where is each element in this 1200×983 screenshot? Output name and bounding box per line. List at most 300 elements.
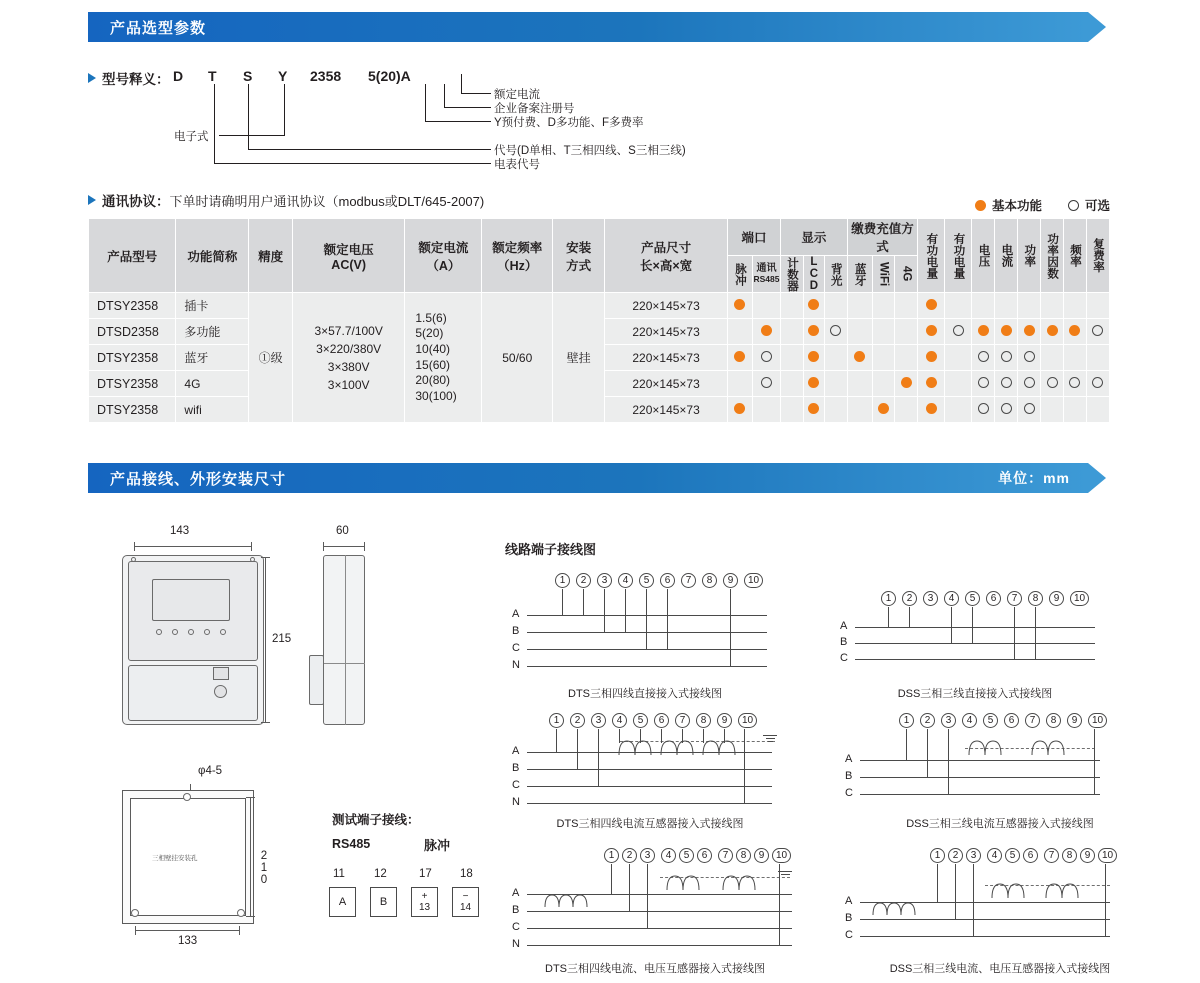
terminal-7: 7	[1044, 848, 1059, 863]
terminal-7: 7	[1025, 713, 1040, 728]
model-note-3: 电子式	[174, 131, 209, 143]
optional-dot-icon	[1092, 325, 1103, 336]
cell-mark-4g	[895, 397, 918, 423]
diagram-4-caption: DSS三相三线电流互感器接入式接线图	[906, 818, 1094, 830]
optional-dot-icon	[830, 325, 841, 336]
basic-dot-icon	[808, 325, 819, 336]
cell-mark-rs485	[752, 293, 780, 319]
cell-mark-pf	[1041, 345, 1064, 371]
cell-mark-counter	[781, 293, 804, 319]
cell-mark-wifi	[872, 319, 895, 345]
wiring-section-banner	[88, 463, 1088, 493]
optional-dot-icon	[978, 403, 989, 414]
cell-mark-rs485	[752, 319, 780, 345]
phase-n-label: N	[512, 938, 520, 950]
phase-n-label: N	[512, 659, 520, 671]
cell-mark-pf	[1041, 293, 1064, 319]
spec-section-title: 产品选型参数	[110, 19, 207, 37]
cell-mark-freq	[1064, 345, 1087, 371]
th-frequency: 额定频率 （Hz）	[482, 219, 553, 293]
cell-current: 1.5(6) 5(20) 10(40) 15(60) 20(80) 30(100)	[405, 293, 482, 423]
th-lcd: LCD	[803, 256, 824, 293]
th-wifi: WiFi	[872, 256, 895, 293]
phase-a-label: A	[840, 620, 848, 632]
model-note-5: 电表代号	[494, 159, 540, 171]
terminal-number-18: 18	[460, 868, 473, 880]
basic-dot-icon	[761, 325, 772, 336]
basic-dot-icon	[1069, 325, 1080, 336]
cell-mark-ae2	[945, 397, 972, 423]
cell-mark-counter	[781, 371, 804, 397]
terminal-8: 8	[702, 573, 717, 588]
terminal-8: 8	[1062, 848, 1077, 863]
terminal-10: 10	[738, 713, 757, 728]
terminal-10: 10	[1070, 591, 1089, 606]
th-4g: 4G	[895, 256, 918, 293]
table-group-header-row	[89, 219, 1110, 256]
cell-mark-pf	[1041, 319, 1064, 345]
terminal-9: 9	[717, 713, 732, 728]
legend	[975, 196, 1110, 214]
cell-frequency: 50/60	[482, 293, 553, 423]
terminal-2: 2	[622, 848, 637, 863]
mount-hole-dim: φ4-5	[198, 765, 223, 777]
meter-terminal-cover	[128, 665, 258, 721]
cell-mark-counter	[781, 319, 804, 345]
model-code-2358: 2358	[310, 68, 342, 84]
terminal-6: 6	[697, 848, 712, 863]
cell-model: DTSY2358	[89, 293, 176, 319]
phase-a-label: A	[845, 895, 853, 907]
phase-c-label: C	[845, 929, 853, 941]
optional-dot-icon	[1001, 377, 1012, 388]
cell-mark-counter	[781, 345, 804, 371]
th-accuracy: 精度	[249, 219, 293, 293]
cell-mark-ae1	[918, 345, 945, 371]
model-code-s: S	[243, 68, 253, 84]
phase-a-label: A	[512, 608, 520, 620]
model-code-d: D	[173, 68, 184, 84]
optional-dot-icon	[1069, 377, 1080, 388]
ct-coils-group	[955, 727, 1095, 761]
terminal-3: 3	[597, 573, 612, 588]
cell-mark-ae2	[945, 345, 972, 371]
cell-mark-power	[1018, 293, 1041, 319]
drawings-area	[0, 505, 1200, 983]
terminal-4: 4	[612, 713, 627, 728]
terminal-7: 7	[718, 848, 733, 863]
basic-dot-icon	[734, 403, 745, 414]
cell-mark-voltage	[972, 371, 995, 397]
cell-voltage: 3×57.7/100V 3×220/380V 3×380V 3×100V	[292, 293, 404, 423]
optional-dot-icon	[978, 351, 989, 362]
terminal-1: 1	[930, 848, 945, 863]
terminal-10: 10	[744, 573, 763, 588]
diagram-6-caption: DSS三相三线电流、电压互感器接入式接线图	[889, 963, 1111, 975]
terminal-box-minus	[452, 887, 479, 917]
th-active-energy-2: 有功电量	[945, 219, 972, 293]
model-note-2: Y预付费、D多功能、F多费率	[494, 117, 644, 129]
cell-mark-bluetooth	[847, 345, 872, 371]
basic-function-dot-icon	[975, 200, 986, 211]
terminal-plus-sign: +	[421, 891, 428, 902]
basic-dot-icon	[734, 351, 745, 362]
basic-dot-icon	[734, 299, 745, 310]
cell-mark-rs485	[752, 371, 780, 397]
th-group-display: 显示	[781, 219, 848, 256]
model-decode-heading-label: 型号释义：	[102, 72, 170, 87]
terminal-5: 5	[679, 848, 694, 863]
mounting-hole-icon	[131, 909, 139, 917]
optional-dot-icon	[1024, 351, 1035, 362]
terminal-box-a: A	[329, 887, 356, 917]
th-active-energy-1: 有功电量	[918, 219, 945, 293]
ct-coils-group	[605, 727, 755, 761]
terminal-3: 3	[941, 713, 956, 728]
cell-mark-current	[995, 397, 1018, 423]
optional-dot-icon	[761, 377, 772, 388]
cell-mark-wifi	[872, 371, 895, 397]
vt-coils-group	[865, 891, 935, 927]
cell-mark-counter	[781, 397, 804, 423]
phase-b-label: B	[845, 770, 853, 782]
terminal-8: 8	[696, 713, 711, 728]
phase-n-label: N	[512, 796, 520, 808]
cell-mark-voltage	[972, 397, 995, 423]
back-plate-note: 三相壁挂安装孔	[152, 855, 198, 862]
cell-mark-bluetooth	[847, 371, 872, 397]
th-size: 产品尺寸 长×高×宽	[605, 219, 728, 293]
diagram-3-caption: DTS三相四线电流互感器接入式接线图	[556, 818, 744, 830]
led-icon	[188, 629, 194, 635]
phase-c-label: C	[512, 779, 520, 791]
cell-mark-4g	[895, 371, 918, 397]
model-note-1: 企业备案注册号	[494, 103, 575, 115]
cell-mark-pulse	[727, 293, 752, 319]
cell-mark-lcd	[803, 293, 824, 319]
cell-mark-ae2	[945, 293, 972, 319]
cell-mark-lcd	[803, 345, 824, 371]
basic-dot-icon	[978, 325, 989, 336]
cell-mark-power	[1018, 397, 1041, 423]
phase-b-label: B	[840, 636, 848, 648]
terminal-5: 5	[639, 573, 654, 588]
meter-side-terminal-block	[309, 655, 324, 705]
terminal-6: 6	[1023, 848, 1038, 863]
model-code-current: 5(20)A	[368, 68, 411, 84]
th-backlight: 背光	[824, 256, 847, 293]
basic-dot-icon	[926, 351, 937, 362]
terminal-5: 5	[633, 713, 648, 728]
terminal-10: 10	[1098, 848, 1117, 863]
legend-basic-label: 基本功能	[991, 199, 1042, 213]
ct-coils-group	[655, 862, 795, 898]
cell-mark-freq	[1064, 293, 1087, 319]
test-terminal-title: 测试端子接线：	[332, 813, 420, 827]
basic-dot-icon	[926, 377, 937, 388]
diagram-1-caption: DTS三相四线直接接入式接线图	[568, 688, 722, 700]
cell-mark-pulse	[727, 319, 752, 345]
th-counter: 计数器	[781, 256, 804, 293]
mount-height-dim: 210	[258, 850, 270, 886]
cell-model: DTSY2358	[89, 397, 176, 423]
cell-size: 220×145×73	[605, 397, 728, 423]
optional-dot-icon	[1024, 403, 1035, 414]
th-freq-v: 频率	[1064, 219, 1087, 293]
terminal-diagram-title: 线路端子接线图	[505, 542, 597, 557]
terminal-9: 9	[1049, 591, 1064, 606]
terminal-3: 3	[923, 591, 938, 606]
mounting-hole-icon	[237, 909, 245, 917]
basic-dot-icon	[808, 377, 819, 388]
basic-dot-icon	[926, 299, 937, 310]
terminal-8: 8	[736, 848, 751, 863]
terminal-1: 1	[604, 848, 619, 863]
terminal-box-plus	[411, 887, 438, 917]
cell-mark-4g	[895, 345, 918, 371]
terminal-5: 5	[965, 591, 980, 606]
phase-b-label: B	[512, 625, 520, 637]
protocol-heading-label: 通讯协议：	[102, 194, 170, 209]
terminal-4: 4	[962, 713, 977, 728]
cell-mark-lcd	[803, 319, 824, 345]
cell-mark-current	[995, 293, 1018, 319]
phase-c-label: C	[512, 642, 520, 654]
terminal-9: 9	[1067, 713, 1082, 728]
th-power-v: 功率	[1018, 219, 1041, 293]
terminal-6: 6	[1004, 713, 1019, 728]
phase-a-label: A	[512, 887, 520, 899]
cell-mark-backlight	[824, 345, 847, 371]
cell-mark-freq	[1064, 371, 1087, 397]
cell-model: DTSD2358	[89, 319, 176, 345]
screw-hole-icon	[131, 557, 136, 562]
terminal-number-12: 12	[374, 868, 387, 880]
cell-mark-pulse	[727, 397, 752, 423]
th-multirate-v: 复费率	[1086, 219, 1109, 293]
terminal-2: 2	[902, 591, 917, 606]
phase-c-label: C	[840, 652, 848, 664]
terminal-3: 3	[591, 713, 606, 728]
meter-side-body	[323, 555, 365, 725]
terminal-1: 1	[899, 713, 914, 728]
terminal-9: 9	[723, 573, 738, 588]
cell-mark-4g	[895, 293, 918, 319]
spec-table	[88, 218, 1110, 423]
model-code-t: T	[208, 68, 217, 84]
cell-func: 蓝牙	[176, 345, 249, 371]
protocol-heading	[88, 190, 484, 210]
phase-a-label: A	[845, 753, 853, 765]
cell-mark-voltage	[972, 345, 995, 371]
cell-mark-power	[1018, 371, 1041, 397]
vt-coils-group	[535, 883, 605, 919]
cell-accuracy: ①级	[249, 293, 293, 423]
basic-dot-icon	[1001, 325, 1012, 336]
rs485-label: RS485	[332, 837, 371, 851]
terminal-number-11: 11	[333, 868, 345, 880]
optional-dot-icon	[953, 325, 964, 336]
diagram-5-caption: DTS三相四线电流、电压互感器接入式接线图	[545, 963, 765, 975]
th-rs485-sub: RS485	[753, 274, 780, 284]
led-icon	[172, 629, 178, 635]
meter-led-row	[156, 627, 226, 637]
cell-func: 4G	[176, 371, 249, 397]
cell-mark-freq	[1064, 319, 1087, 345]
meter-side-split-line	[323, 663, 365, 664]
cell-func: 多功能	[176, 319, 249, 345]
terminal-1: 1	[555, 573, 570, 588]
terminal-2: 2	[576, 573, 591, 588]
cell-mark-multirate	[1086, 293, 1109, 319]
th-group-port: 端口	[727, 219, 780, 256]
th-pulse: 脉冲	[727, 256, 752, 293]
model-note-0: 额定电流	[494, 89, 540, 101]
basic-dot-icon	[901, 377, 912, 388]
th-rs485-label: 通讯	[756, 263, 777, 274]
optional-function-dot-icon	[1068, 200, 1079, 211]
cell-mark-backlight	[824, 319, 847, 345]
terminal-7: 7	[681, 573, 696, 588]
cell-mark-multirate	[1086, 319, 1109, 345]
phase-b-label: B	[512, 762, 520, 774]
basic-dot-icon	[808, 351, 819, 362]
protocol-text: 下单时请确明用户通讯协议（modbus或DLT/645-2007)	[169, 193, 485, 209]
terminal-10: 10	[772, 848, 791, 863]
terminal-4: 4	[661, 848, 676, 863]
meter-side-edge-line	[345, 555, 346, 725]
front-height-dim: 215	[272, 633, 292, 645]
basic-dot-icon	[808, 299, 819, 310]
th-current-v: 电流	[995, 219, 1018, 293]
basic-dot-icon	[878, 403, 889, 414]
led-icon	[204, 629, 210, 635]
terminal-8: 8	[1028, 591, 1043, 606]
cell-mark-4g	[895, 319, 918, 345]
terminal-sub-14: 14	[459, 902, 472, 913]
phase-a-label: A	[512, 745, 520, 757]
cell-mark-rs485	[752, 345, 780, 371]
cell-mark-voltage	[972, 293, 995, 319]
cell-mark-freq	[1064, 397, 1087, 423]
cell-mark-power	[1018, 319, 1041, 345]
cell-size: 220×145×73	[605, 371, 728, 397]
side-depth-dim: 60	[336, 525, 349, 537]
terminal-3: 3	[640, 848, 655, 863]
led-icon	[220, 629, 226, 635]
th-model: 产品型号	[89, 219, 176, 293]
cell-mark-current	[995, 319, 1018, 345]
phase-b-label: B	[512, 904, 520, 916]
terminal-9: 9	[1080, 848, 1095, 863]
triangle-bullet-icon-2	[88, 195, 96, 205]
meter-lcd-window	[152, 579, 230, 621]
ct-coils-group	[980, 870, 1115, 906]
cell-mark-ae2	[945, 371, 972, 397]
terminal-4: 4	[944, 591, 959, 606]
terminal-6: 6	[660, 573, 675, 588]
th-bluetooth: 蓝牙	[847, 256, 872, 293]
cell-model: DTSY2358	[89, 345, 176, 371]
spec-section-banner	[88, 12, 1088, 42]
diagram-2-caption: DSS三相三线直接接入式接线图	[897, 688, 1053, 700]
th-func: 功能简称	[176, 219, 249, 293]
optional-dot-icon	[1001, 351, 1012, 362]
cell-mark-multirate	[1086, 345, 1109, 371]
meter-seal-tab	[213, 667, 229, 680]
th-voltage-v: 电压	[972, 219, 995, 293]
model-decode-diagram	[88, 60, 708, 185]
terminal-4: 4	[987, 848, 1002, 863]
model-note-4: 代号(D单相、T三相四线、S三相三线)	[494, 145, 686, 157]
front-width-dim: 143	[170, 525, 190, 537]
legend-optional-label: 可选	[1084, 199, 1110, 213]
cell-mark-multirate	[1086, 371, 1109, 397]
cell-mark-wifi	[872, 345, 895, 371]
th-mount: 安装 方式	[553, 219, 605, 293]
basic-dot-icon	[926, 403, 937, 414]
terminal-5: 5	[1005, 848, 1020, 863]
terminal-9: 9	[754, 848, 769, 863]
optional-dot-icon	[1092, 377, 1103, 388]
table-row	[89, 293, 1110, 319]
terminal-4: 4	[618, 573, 633, 588]
phase-c-label: C	[512, 921, 520, 933]
cell-mount: 壁挂	[553, 293, 605, 423]
cell-mark-pf	[1041, 371, 1064, 397]
cell-mark-power	[1018, 345, 1041, 371]
cell-func: wifi	[176, 397, 249, 423]
cell-mark-multirate	[1086, 397, 1109, 423]
terminal-7: 7	[1007, 591, 1022, 606]
cell-mark-pf	[1041, 397, 1064, 423]
terminal-6: 6	[654, 713, 669, 728]
cell-mark-ae1	[918, 371, 945, 397]
meter-button-icon	[214, 685, 227, 698]
terminal-1: 1	[549, 713, 564, 728]
cell-mark-ae1	[918, 293, 945, 319]
phase-c-label: C	[845, 787, 853, 799]
terminal-10: 10	[1088, 713, 1107, 728]
cell-mark-ae1	[918, 397, 945, 423]
terminal-number-17: 17	[419, 868, 432, 880]
cell-mark-wifi	[872, 397, 895, 423]
cell-model: DTSY2358	[89, 371, 176, 397]
terminal-2: 2	[920, 713, 935, 728]
cell-size: 220×145×73	[605, 345, 728, 371]
cell-mark-wifi	[872, 293, 895, 319]
basic-dot-icon	[926, 325, 937, 336]
terminal-2: 2	[570, 713, 585, 728]
mounting-hole-icon	[183, 793, 191, 801]
cell-mark-pulse	[727, 345, 752, 371]
basic-dot-icon	[854, 351, 865, 362]
screw-hole-icon	[250, 557, 255, 562]
cell-mark-lcd	[803, 371, 824, 397]
mount-width-dim: 133	[178, 935, 198, 947]
cell-mark-lcd	[803, 397, 824, 423]
th-rs485	[752, 256, 780, 293]
wiring-section-title: 产品接线、外形安装尺寸	[110, 470, 287, 488]
terminal-3: 3	[966, 848, 981, 863]
cell-mark-bluetooth	[847, 397, 872, 423]
th-voltage: 额定电压 AC(V)	[292, 219, 404, 293]
cell-mark-backlight	[824, 371, 847, 397]
terminal-7: 7	[675, 713, 690, 728]
terminal-6: 6	[986, 591, 1001, 606]
cell-mark-ae2	[945, 319, 972, 345]
cell-mark-rs485	[752, 397, 780, 423]
